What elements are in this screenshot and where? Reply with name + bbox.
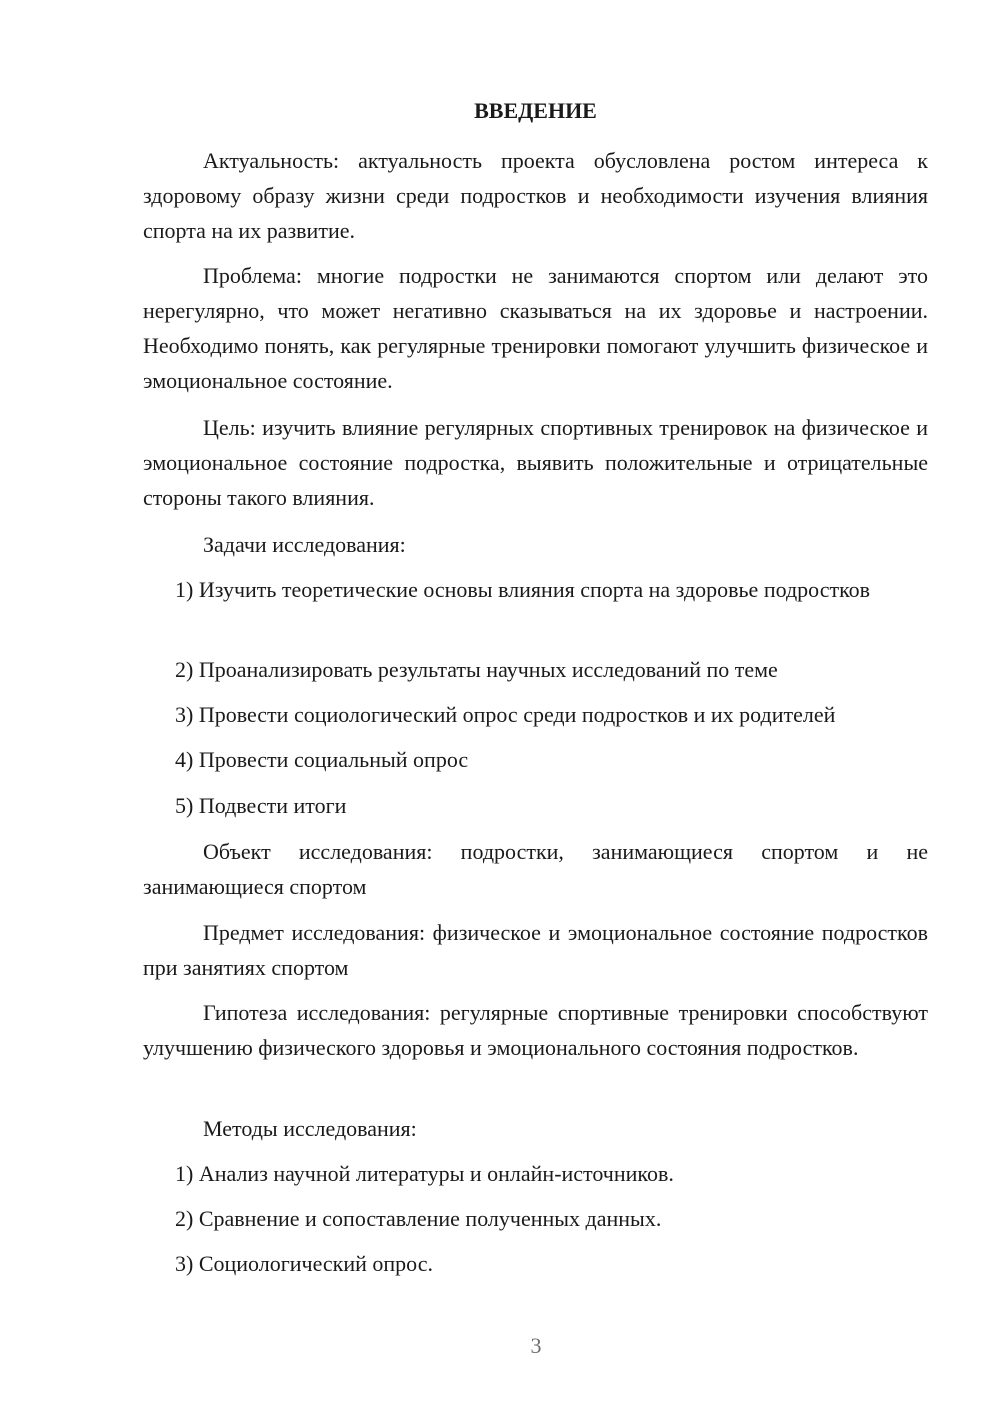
task-item-3: 3) Провести социологический опрос среди подростков и их родителей [175,702,836,727]
problem-paragraph: Проблема: многие подростки не занимаются спортом или делают это нерегулярно, что может негативно сказываться на их здоровье и настроении. Необходимо понять, как регулярные тренировки помогают улучшить физическое и эмоциональное состояние. [143,263,928,393]
subject-paragraph: Предмет исследования: физическое и эмоциональное состояние подростков при занятиях спортом [143,920,928,980]
tasks-heading: Задачи исследования: [203,532,406,557]
relevance-paragraph: Актуальность: актуальность проекта обусловлена ростом интереса к здоровому образу жизни среди подростков и необходимости изучения влияния спорта на их развитие. [143,148,928,243]
method-item-2: 2) Сравнение и сопоставление полученных данных. [175,1206,662,1231]
hypothesis-paragraph: Гипотеза исследования: регулярные спортивные тренировки способствуют улучшению физического здоровья и эмоционального состояния подростков. [143,1000,928,1060]
methods-heading: Методы исследования: [203,1116,417,1141]
page-title: ВВЕДЕНИЕ [474,98,597,123]
task-item-5: 5) Подвести итоги [175,793,347,818]
goal-paragraph: Цель: изучить влияние регулярных спортивных тренировок на физическое и эмоциональное состояние подростка, выявить положительные и отрицательные стороны такого влияния. [143,415,928,510]
page-number: 3 [530,1333,542,1358]
task-item-1: 1) Изучить теоретические основы влияния спорта на здоровье подростков [175,577,871,602]
method-item-1: 1) Анализ научной литературы и онлайн-источников. [175,1161,674,1186]
method-item-3: 3) Социологический опрос. [175,1251,433,1276]
task-item-2: 2) Проанализировать результаты научных исследований по теме [175,657,778,682]
task-item-4: 4) Провести социальный опрос [175,747,469,772]
object-paragraph: Объект исследования: подростки, занимающиеся спортом и не занимающиеся спортом [143,839,928,899]
